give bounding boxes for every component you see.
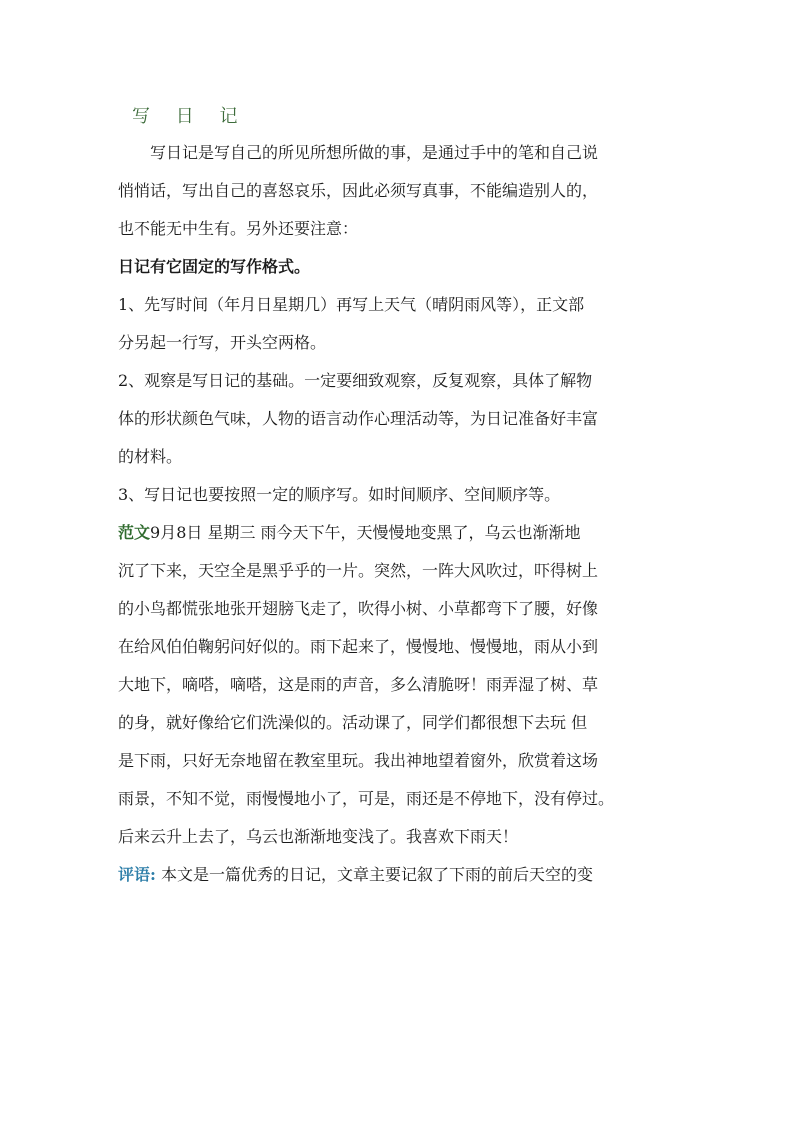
- point-2-line-1: 2、观察是写日记的基础。一定要细致观察，反复观察，具体了解物: [118, 371, 593, 390]
- document-title: 写 日 记: [132, 106, 248, 127]
- point-3: 3、写日记也要按照一定的顺序写。如时间顺序、空间顺序等。: [118, 485, 561, 504]
- format-heading: 日记有它固定的写作格式。: [118, 257, 311, 276]
- sample-line: 雨景，不知不觉，雨慢慢地小了，可是，雨还是不停地下，没有停过。: [118, 789, 615, 808]
- point-2-line-2: 体的形状颜色气味，人物的语言动作心理活动等，为日记准备好丰富: [118, 409, 599, 428]
- comment-label: 评语:: [118, 865, 156, 884]
- sample-line: 的小鸟都慌张地张开翅膀飞走了，吹得小树、小草都弯下了腰，好像: [118, 599, 599, 618]
- sample-line: 后来云升上去了，乌云也渐渐地变浅了。我喜欢下雨天！: [118, 827, 519, 846]
- sample-line: 在给风伯伯鞠躬问好似的。雨下起来了，慢慢地、慢慢地，雨从小到: [118, 637, 599, 656]
- sample-line: 的身，就好像给它们洗澡似的。活动课了，同学们都很想下去玩 但: [118, 713, 588, 732]
- intro-line-2: 悄悄话，写出自己的喜怒哀乐，因此必须写真事，不能编造别人的，: [118, 181, 599, 200]
- point-2-line-3: 的材料。: [118, 447, 183, 466]
- point-1-line-1: 1、先写时间（年月日星期几）再写上天气（晴阴雨风等），正文部: [118, 295, 585, 314]
- sample-line: 是下雨，只好无奈地留在教室里玩。我出神地望着窗外，欣赏着这场: [118, 751, 599, 770]
- sample-first-text: 9月8日 星期三 雨今天下午，天慢慢地变黑了，乌云也渐渐地: [150, 523, 581, 542]
- intro-line-1: 写日记是写自己的所见所想所做的事，是通过手中的笔和自己说: [150, 143, 599, 162]
- point-1-line-2: 分另起一行写，开头空两格。: [118, 333, 327, 352]
- sample-label: 范文: [118, 523, 151, 542]
- sample-first-line: [118, 514, 684, 552]
- sample-line: 沉了下来，天空全是黑乎乎的一片。突然，一阵大风吹过，吓得树上: [118, 561, 599, 580]
- document-page: [118, 100, 684, 894]
- intro-line-3: 也不能无中生有。另外还要注意：: [118, 219, 359, 238]
- comment-text: 本文是一篇优秀的日记，文章主要记叙了下雨的前后天空的变: [155, 865, 594, 884]
- sample-line: 大地下，嘀嗒，嘀嗒，这是雨的声音，多么清脆呀！雨弄湿了树、草: [118, 675, 599, 694]
- comment-line: [118, 856, 684, 894]
